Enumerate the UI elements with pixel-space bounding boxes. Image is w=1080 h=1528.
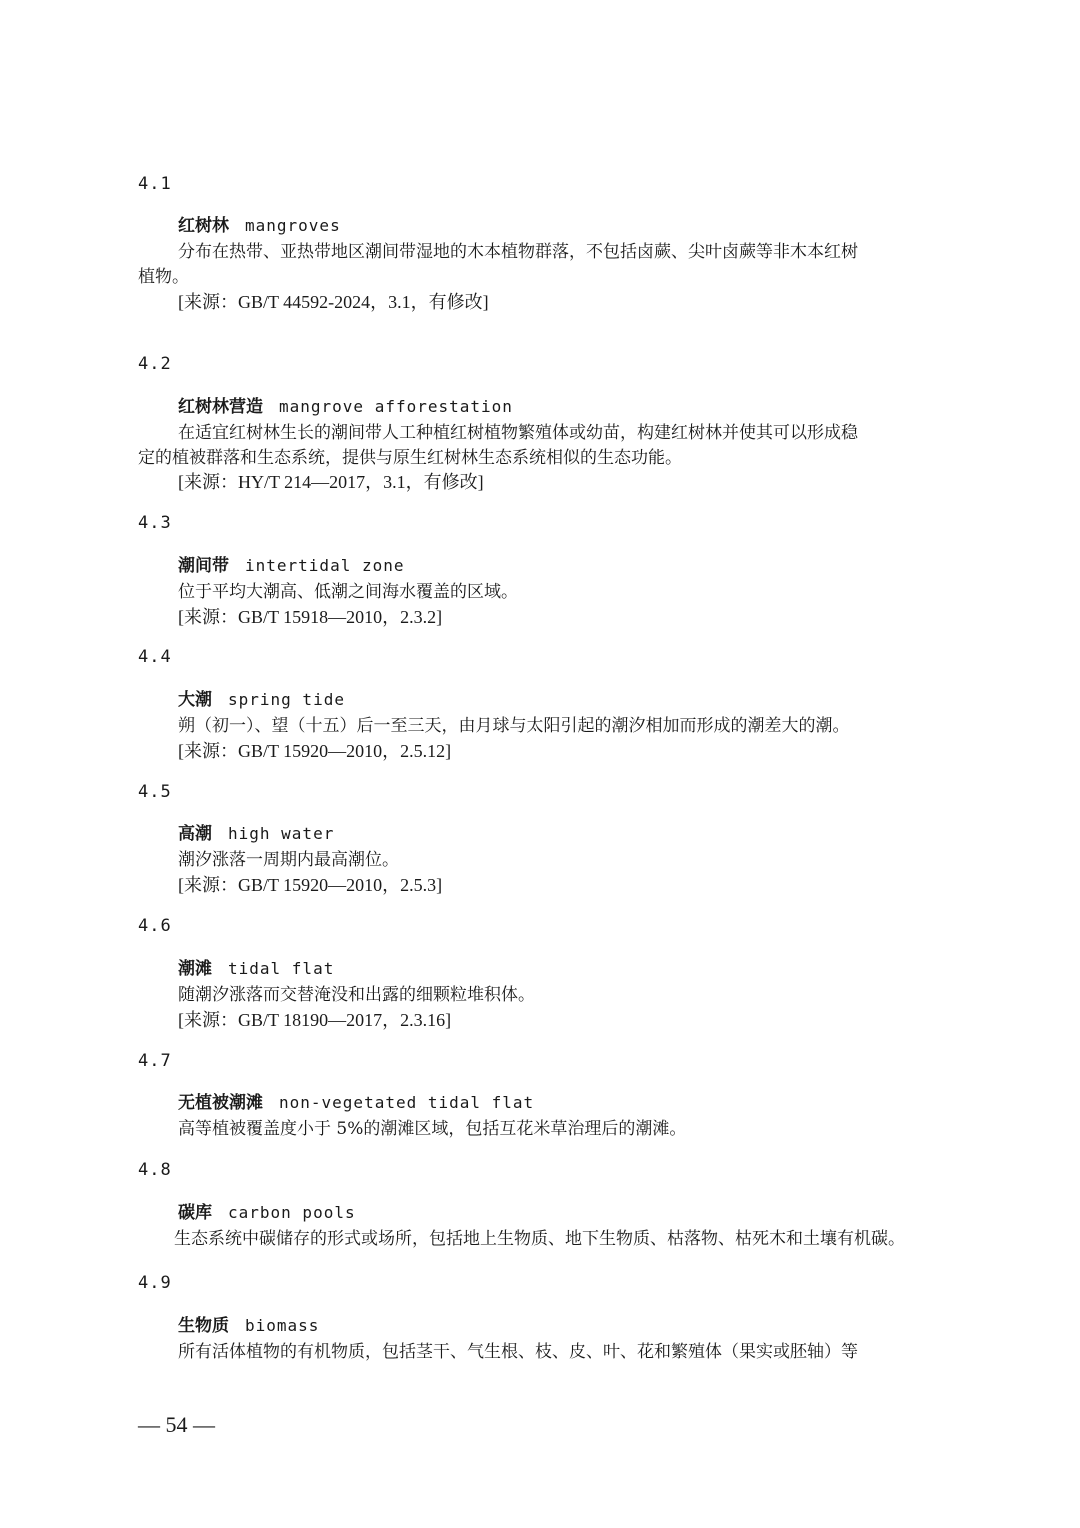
- term-chinese: 生物质: [178, 1316, 229, 1336]
- term-chinese: 红树林营造: [178, 397, 263, 417]
- entry-number: 4.8: [138, 1160, 172, 1180]
- definition-line: 定的植被群落和生态系统，提供与原生红树林生态系统相似的生态功能。: [138, 448, 682, 468]
- term-chinese: 潮间带: [178, 556, 229, 576]
- term-chinese: 大潮: [178, 690, 212, 710]
- term-english: mangroves: [245, 216, 341, 235]
- definition-line: 随潮汐涨落而交替淹没和出露的细颗粒堆积体。: [178, 985, 535, 1005]
- term-english: high water: [228, 824, 335, 843]
- term-english: mangrove afforestation: [279, 397, 513, 416]
- entry-number: 4.6: [138, 916, 172, 936]
- term-english: carbon pools: [228, 1203, 356, 1222]
- term-heading: [178, 1202, 356, 1224]
- term-chinese: 红树林: [178, 216, 229, 236]
- term-chinese: 无植被潮滩: [178, 1093, 263, 1113]
- source-citation: [来源：HY/T 214—2017，3.1，有修改]: [178, 472, 484, 492]
- source-citation: [来源：GB/T 15920—2010，2.5.12]: [178, 741, 452, 761]
- source-citation: [来源：GB/T 18190—2017，2.3.16]: [178, 1010, 452, 1030]
- term-heading: [178, 396, 513, 418]
- entry-number: 4.3: [138, 513, 172, 533]
- source-citation: [来源：GB/T 15918—2010，2.3.2]: [178, 607, 443, 627]
- definition-line: 植物。: [138, 267, 189, 287]
- entry-number: 4.7: [138, 1051, 172, 1071]
- term-heading: [178, 215, 341, 237]
- definition-line: 潮汐涨落一周期内最高潮位。: [178, 850, 399, 870]
- term-english: spring tide: [228, 690, 345, 709]
- definition-line: 在适宜红树林生长的潮间带人工种植红树植物繁殖体或幼苗，构建红树林并使其可以形成稳: [178, 423, 858, 443]
- entry-number: 4.1: [138, 174, 172, 194]
- definition-line: 高等植被覆盖度小于 5%的潮滩区域，包括互花米草治理后的潮滩。: [178, 1119, 687, 1139]
- term-english: intertidal zone: [245, 556, 405, 575]
- entry-number: 4.9: [138, 1273, 172, 1293]
- term-chinese: 潮滩: [178, 959, 212, 979]
- term-heading: [178, 1092, 534, 1114]
- definition-line: 所有活体植物的有机物质，包括茎干、气生根、枝、皮、叶、花和繁殖体（果实或胚轴）等: [178, 1342, 858, 1362]
- page-number: — 54 —: [138, 1412, 215, 1437]
- term-english: tidal flat: [228, 959, 335, 978]
- entry-number: 4.2: [138, 354, 172, 374]
- term-english: non-vegetated tidal flat: [279, 1093, 535, 1112]
- definition-line: 朔（初一）、望（十五）后一至三天，由月球与太阳引起的潮汐相加而形成的潮差大的潮。: [178, 716, 850, 736]
- term-english: biomass: [245, 1316, 320, 1335]
- term-heading: [178, 555, 405, 577]
- term-heading: [178, 689, 345, 711]
- definition-line: 位于平均大潮高、低潮之间海水覆盖的区域。: [178, 582, 518, 602]
- term-heading: [178, 958, 334, 980]
- source-citation: [来源：GB/T 44592-2024，3.1，有修改]: [178, 292, 489, 312]
- term-chinese: 高潮: [178, 824, 212, 844]
- term-heading: [178, 1315, 319, 1337]
- source-citation: [来源：GB/T 15920—2010，2.5.3]: [178, 875, 443, 895]
- term-heading: [178, 823, 334, 845]
- definition-line: 生态系统中碳储存的形式或场所，包括地上生物质、地下生物质、枯落物、枯死木和土壤有机碳。: [174, 1229, 905, 1249]
- entry-number: 4.5: [138, 782, 172, 802]
- term-chinese: 碳库: [178, 1203, 212, 1223]
- definition-line: 分布在热带、亚热带地区潮间带湿地的木本植物群落，不包括卤蕨、尖叶卤蕨等非木本红树: [178, 242, 858, 262]
- entry-number: 4.4: [138, 647, 172, 667]
